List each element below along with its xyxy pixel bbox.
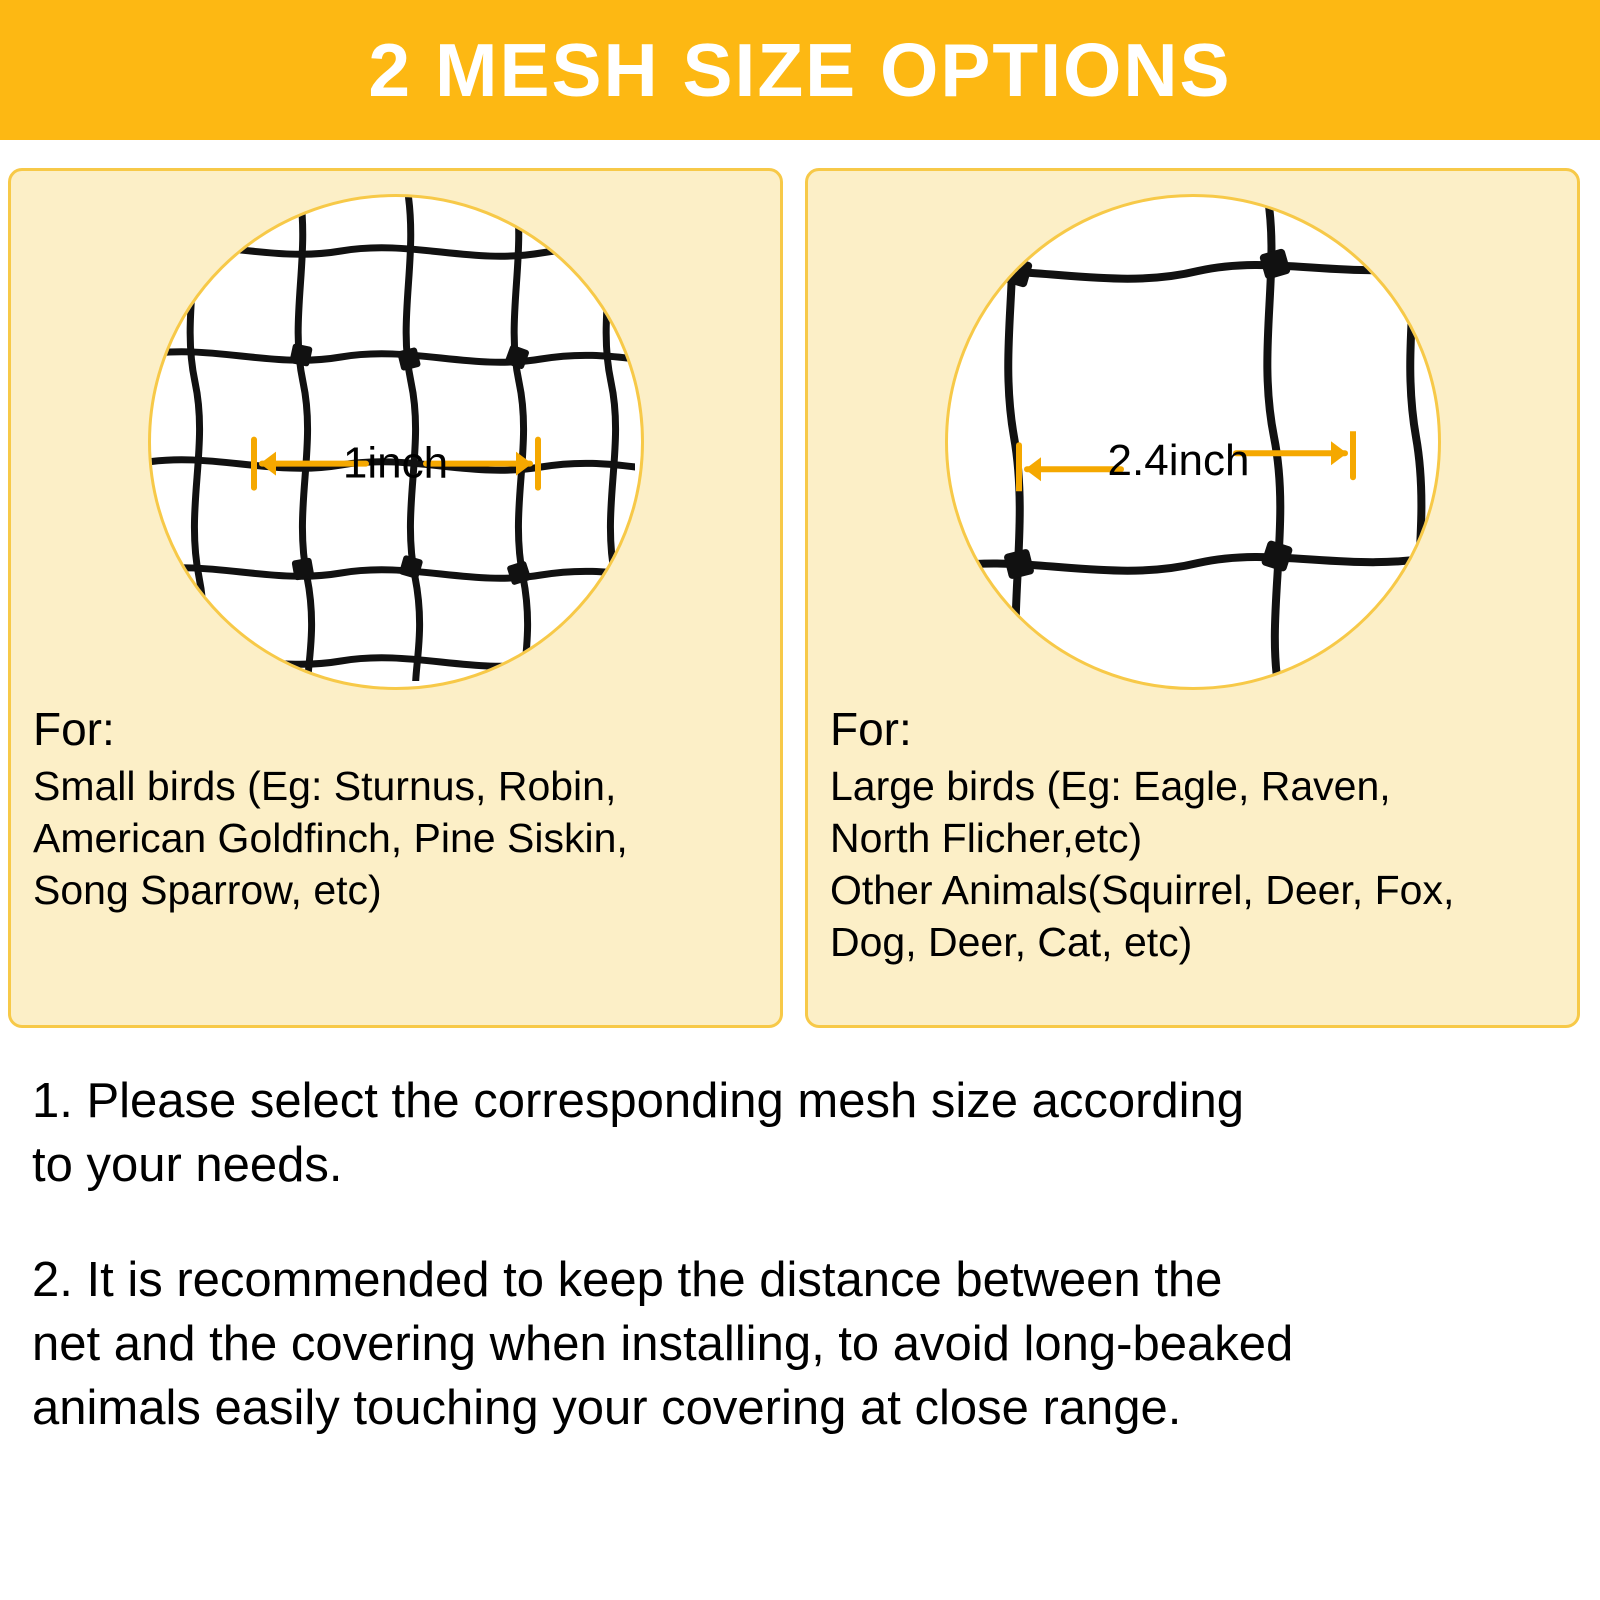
note-item <box>32 1070 1568 1197</box>
for-heading-1inch: For: <box>33 703 115 755</box>
mesh-preview-1inch <box>33 187 758 697</box>
note-line: animals easily touching your covering at close range. <box>32 1380 1182 1435</box>
note-line: 2. It is recommended to keep the distance between the <box>32 1253 1223 1308</box>
page-title: 2 MESH SIZE OPTIONS <box>368 27 1232 112</box>
note-line: to your needs. <box>32 1137 343 1192</box>
mesh-knots-coarse <box>1000 248 1292 580</box>
mesh-options-row <box>0 140 1600 1028</box>
mesh-circle-1inch <box>148 194 644 690</box>
for-line: Large birds (Eg: Eagle, Raven, <box>830 762 1391 809</box>
for-line: North Flicher,etc) <box>830 814 1143 861</box>
note-line: 1. Please select the corresponding mesh size according <box>32 1074 1245 1128</box>
for-description-1inch <box>33 760 758 916</box>
mesh-option-card-2-4inch <box>805 168 1580 1028</box>
mesh-preview-2-4inch <box>830 187 1555 697</box>
for-line: American Goldfinch, Pine Siskin, <box>33 814 628 861</box>
for-heading-2-4inch: For: <box>830 703 912 755</box>
mesh-size-label-1inch: 1inch <box>342 438 449 488</box>
notes-section <box>0 1028 1600 1440</box>
header-banner <box>0 0 1600 140</box>
for-line: Dog, Deer, Cat, etc) <box>830 919 1193 966</box>
mesh-circle-2-4inch <box>945 194 1441 690</box>
mesh-pattern-fine <box>151 197 635 681</box>
for-line: Small birds (Eg: Sturnus, Robin, <box>33 762 617 809</box>
mesh-option-card-1inch <box>8 168 783 1028</box>
mesh-size-label-2-4inch: 2.4inch <box>1107 436 1250 486</box>
for-line: Song Sparrow, etc) <box>33 867 382 914</box>
for-line: Other Animals(Squirrel, Deer, Fox, <box>830 867 1455 914</box>
note-line: net and the covering when installing, to avoid long-beaked <box>32 1317 1294 1372</box>
note-item <box>32 1249 1568 1440</box>
for-description-2-4inch <box>830 760 1555 968</box>
mesh-pattern-coarse <box>948 197 1432 681</box>
